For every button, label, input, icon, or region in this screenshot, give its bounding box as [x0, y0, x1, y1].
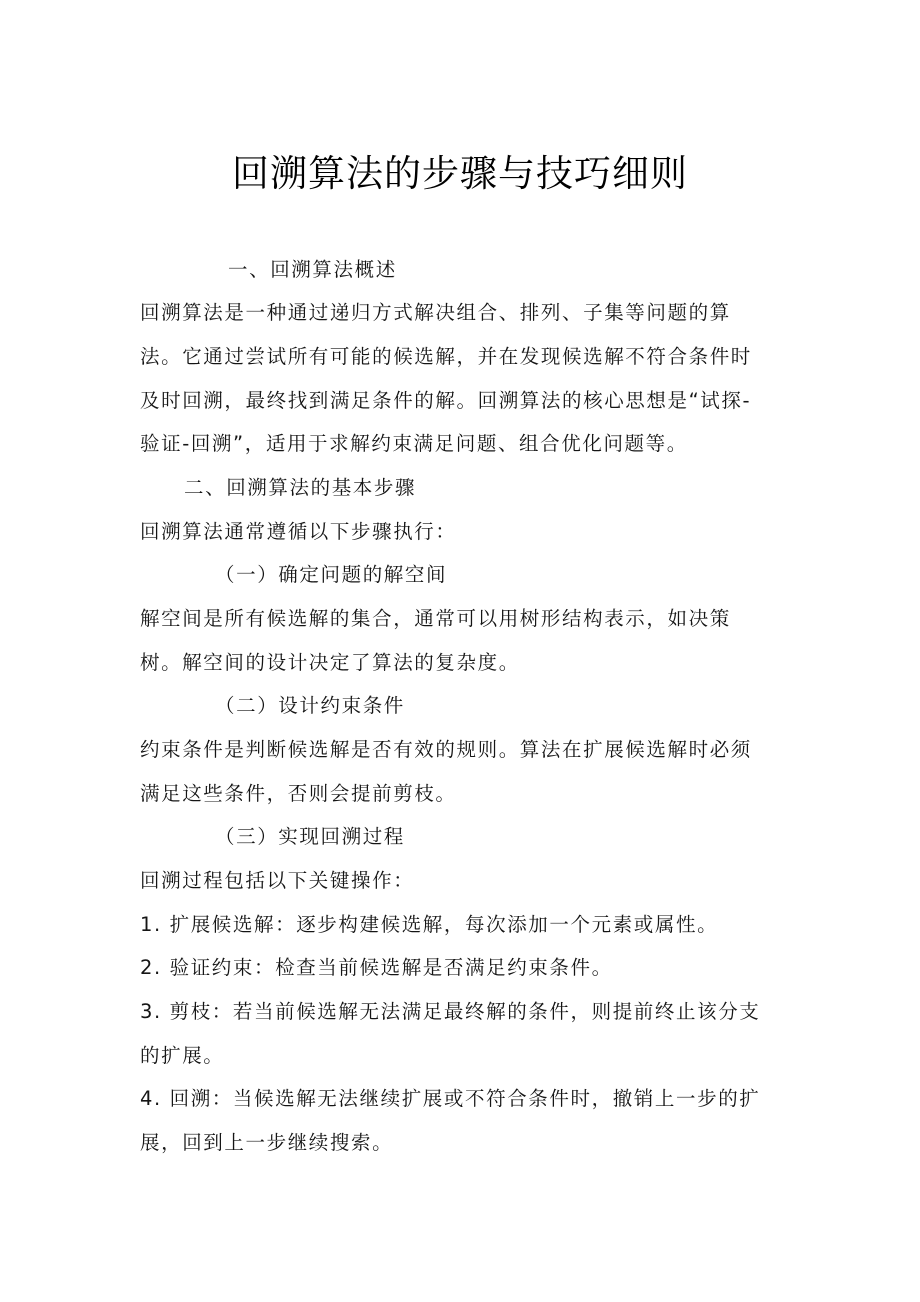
section-1-heading: 一、回溯算法概述: [228, 258, 397, 281]
paragraph-line: 树。解空间的设计决定了算法的复杂度。: [140, 651, 520, 674]
paragraph-line: 及时回溯，最终找到满足条件的解。回溯算法的核心思想是“试探-: [140, 389, 752, 412]
subsection-3-heading: （三）实现回溯过程: [215, 825, 405, 848]
section-2-intro: 回溯算法通常遵循以下步骤执行：: [140, 520, 457, 543]
list-item-3: 3. 剪枝：若当前候选解无法满足最终解的条件，则提前终止该分支: [140, 1000, 761, 1023]
paragraph-line: 法。它通过尝试所有可能的候选解，并在发现候选解不符合条件时: [140, 345, 752, 368]
paragraph-line: 满足这些条件，否则会提前剪枝。: [140, 782, 457, 805]
list-item-2: 2. 验证约束：检查当前候选解是否满足约束条件。: [140, 956, 613, 979]
list-item-3-continued: 的扩展。: [140, 1044, 225, 1067]
list-item-4: 4. 回溯：当候选解无法继续扩展或不符合条件时，撤销上一步的扩: [140, 1087, 761, 1110]
subsection-2-heading: （二）设计约束条件: [215, 694, 405, 717]
paragraph-line: 回溯算法是一种通过递归方式解决组合、排列、子集等问题的算: [140, 301, 731, 324]
list-item-4-continued: 展，回到上一步继续搜索。: [140, 1131, 394, 1154]
section-2-heading: 二、回溯算法的基本步骤: [184, 476, 417, 499]
paragraph-line: 解空间是所有候选解的集合，通常可以用树形结构表示，如决策: [140, 607, 731, 630]
paragraph-line: 约束条件是判断候选解是否有效的规则。算法在扩展候选解时必须: [140, 738, 752, 761]
list-item-1: 1. 扩展候选解：逐步构建候选解，每次添加一个元素或属性。: [140, 913, 719, 936]
paragraph-line: 验证-回溯”，适用于求解约束满足问题、组合优化问题等。: [140, 432, 688, 455]
document-title: 回溯算法的步骤与技巧细则: [232, 152, 688, 195]
subsection-3-intro: 回溯过程包括以下关键操作：: [140, 869, 415, 892]
subsection-1-heading: （一）确定问题的解空间: [215, 563, 448, 586]
